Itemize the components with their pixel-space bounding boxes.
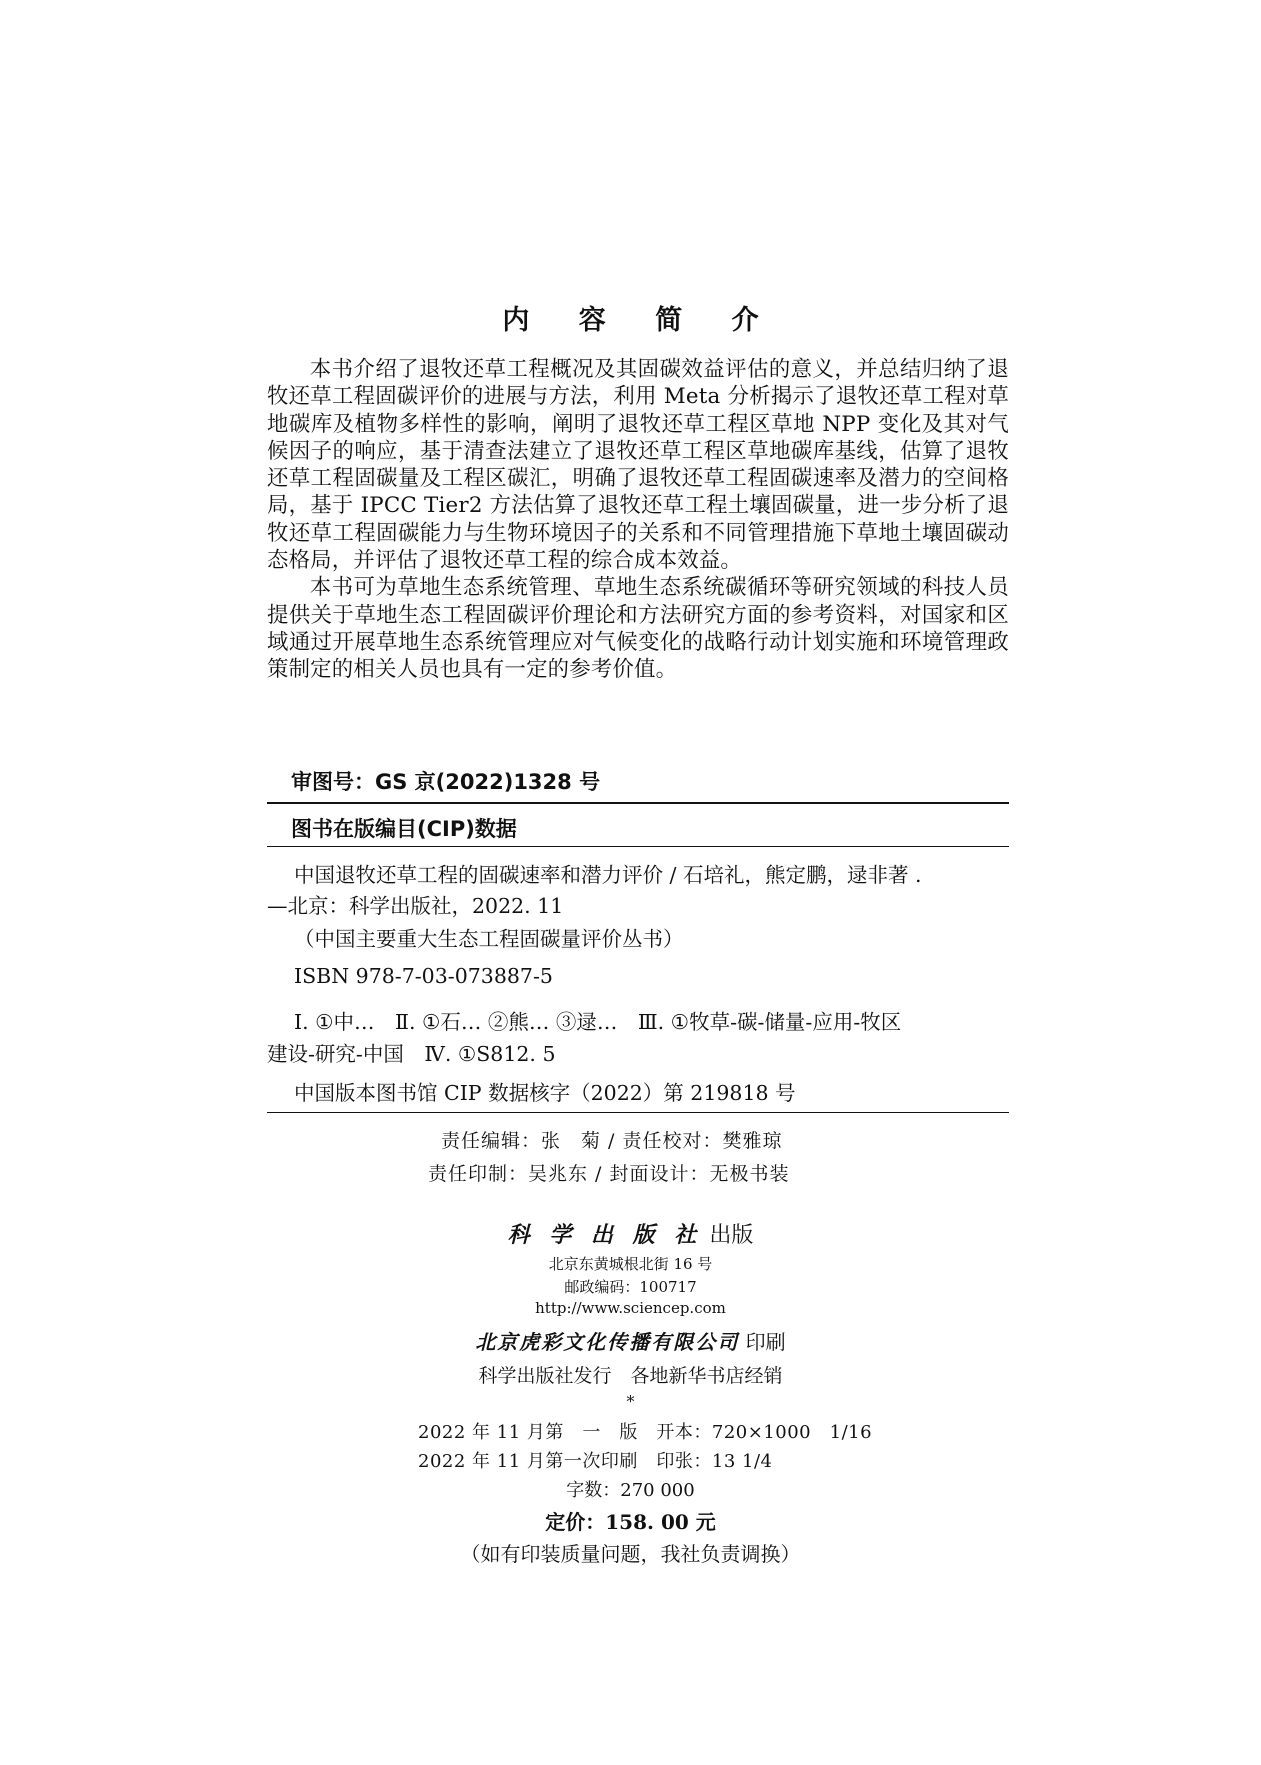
map-review-number: 审图号：GS 京(2022)1328 号 (291, 770, 601, 794)
printer-name: 北京虎彩文化传播有限公司 (475, 1330, 740, 1354)
cip-title: 图书在版编目(CIP)数据 (291, 817, 517, 841)
printer-line (0, 1326, 1261, 1355)
publisher-line (0, 1218, 1261, 1249)
publisher-suffix: 出版 (709, 1223, 754, 1248)
price: 定价：158. 00 元 (545, 1510, 716, 1534)
intro-paragraph-1: 本书介绍了退牧还草工程概况及其固碳效益评估的意义，并总结归纳了退牧还草工程固碳评价的进展与方法，利用 Meta 分析揭示了退牧还草工程对草地碳库及植物多样性的影响，阐明了退牧还草工程区草地 NPP 变化及其对气候因子的响应，基于清查法建立了退牧还草工程区草地碳库基线，估算了退牧还草工程固碳量及工程区碳汇，明确了退牧还草工程固碳速率及潜力的空间格局，基于 IPCC Tier2 方法估算了退牧还草工程土壤固碳量，进一步分析了退牧还草工程固碳能力与生物环境因子的关系和不同管理措施下草地土壤固碳动态格局，并评估了退牧还草工程的综合成本效益。 (267, 357, 1009, 574)
intro-paragraph-2: 本书可为草地生态系统管理、草地生态系统碳循环等研究领域的科技人员提供关于草地生态工程固碳评价理论和方法研究方面的参考资料，对国家和区域通过开展草地生态系统管理应对气候变化的战略行动计划实施和环境管理政策制定的相关人员也具有一定的参考价值。 (267, 575, 1009, 683)
divider-top (267, 802, 1009, 804)
printing-line: 2022 年 11 月第一次印刷 印张：13 1/4 (418, 1451, 773, 1472)
divider-bottom (267, 1112, 1009, 1113)
publisher-postcode: 邮政编码：100717 (564, 1278, 697, 1296)
cip-line: Ⅰ. ①中… Ⅱ. ①石… ②熊… ③逯… Ⅲ. ①牧草-碳-储量-应用-牧区 (294, 1010, 902, 1034)
intro-text (267, 356, 1009, 684)
cip-isbn: ISBN 978-7-03-073887-5 (294, 964, 553, 988)
quality-notice: （如有印装质量问题，我社负责调换） (460, 1542, 801, 1566)
publisher-name: 科 学 出 版 社 (507, 1222, 703, 1248)
distribution-line: 科学出版社发行 各地新华书店经销 (478, 1365, 783, 1387)
printer-suffix: 印刷 (745, 1330, 786, 1354)
cip-line: 中国退牧还草工程的固碳速率和潜力评价 / 石培礼，熊定鹏，逯非著 . (294, 863, 922, 887)
separator-asterisk: * (626, 1392, 635, 1411)
divider-cip (267, 846, 1009, 847)
publisher-url: http://www.sciencep.com (535, 1299, 726, 1317)
staff-print-design: 责任印制：吴兆东 / 封面设计：无极书装 (428, 1163, 790, 1185)
edition-line: 2022 年 11 月第 一 版 开本：720×1000 1/16 (418, 1422, 873, 1443)
staff-editors: 责任编辑：张 菊 / 责任校对：樊雅琼 (441, 1130, 783, 1152)
cip-line: （中国主要重大生态工程固碳量评价丛书） (294, 927, 684, 951)
word-count: 字数：270 000 (566, 1480, 695, 1501)
publisher-address: 北京东黄城根北街 16 号 (548, 1255, 713, 1273)
cip-line: —北京：科学出版社，2022. 11 (267, 894, 564, 918)
cip-number: 中国版本图书馆 CIP 数据核字（2022）第 219818 号 (294, 1081, 796, 1105)
page-title: 内 容 简 介 (502, 305, 779, 336)
cip-line: 建设-研究-中国 Ⅳ. ①S812. 5 (267, 1042, 556, 1066)
